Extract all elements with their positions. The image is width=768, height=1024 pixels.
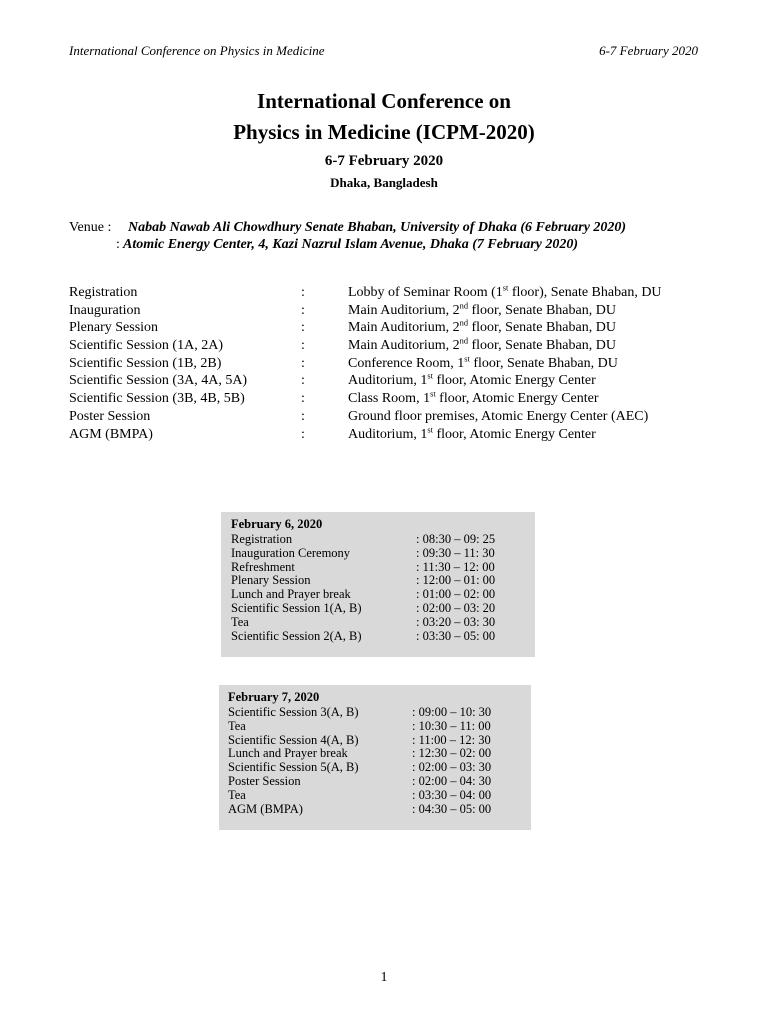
location-place [348, 372, 596, 390]
location-separator: : [301, 320, 305, 336]
location-place [348, 355, 618, 373]
location-separator: : [301, 391, 305, 407]
venue-line-2-colon: : [116, 237, 120, 252]
schedule-event-name: Scientific Session 1(A, B) [231, 600, 362, 615]
location-place [348, 390, 599, 408]
schedule-event-name: Refreshment [231, 559, 295, 574]
schedule-row [228, 706, 518, 720]
location-place [348, 408, 648, 426]
schedule-day1-title: February 6, 2020 [231, 517, 323, 531]
location-session-name: Inauguration [69, 302, 141, 318]
schedule-row [231, 616, 521, 630]
schedule-row [228, 747, 518, 761]
floor-ordinal-suffix: st [427, 371, 433, 381]
location-place-text: Auditorium, 1 [348, 373, 428, 389]
location-row [69, 355, 709, 373]
location-place-text: Auditorium, 1 [348, 426, 428, 442]
location-session-name: Scientific Session (1B, 2B) [69, 355, 222, 371]
schedule-event-time: : 02:00 – 03: 30 [412, 760, 492, 775]
schedule-event-name: Poster Session [228, 773, 301, 788]
schedule-row [228, 789, 518, 803]
location-separator: : [301, 302, 305, 318]
location-place [348, 337, 616, 355]
location-place-text: Main Auditorium, 2 [348, 338, 460, 354]
schedule-event-name: Scientific Session 5(A, B) [228, 760, 359, 775]
location-row [69, 372, 709, 390]
schedule-row [231, 630, 521, 644]
schedule-event-name: Tea [231, 614, 249, 629]
location-place-text: Ground floor premises, Atomic Energy Center (AEC) [348, 408, 649, 424]
location-place-text: Main Auditorium, 2 [348, 320, 460, 336]
schedule-row [231, 602, 521, 616]
schedule-event-name: Tea [228, 718, 246, 733]
location-separator: : [301, 285, 305, 300]
schedule-row [228, 761, 518, 775]
running-header-date: 6-7 February 2020 [599, 43, 698, 58]
schedule-event-name: Scientific Session 2(A, B) [231, 628, 362, 643]
schedule-event-time: : 04:30 – 05: 00 [412, 801, 492, 816]
location-row [69, 284, 709, 302]
location-place [348, 319, 616, 337]
schedule-event-time: : 09:00 – 10: 30 [412, 705, 492, 719]
location-place-text: Lobby of Seminar Room (1 [348, 285, 503, 300]
schedule-row [231, 561, 521, 575]
location-separator: : [301, 355, 305, 371]
venue-line-2: Atomic Energy Center, 4, Kazi Nazrul Islam Avenue, Dhaka (7 February 2020) [123, 237, 579, 252]
location-session-name: Scientific Session (1A, 2A) [69, 338, 223, 354]
schedule-box-day1 [221, 512, 535, 657]
schedule-event-name: Lunch and Prayer break [231, 587, 351, 602]
schedule-event-time: : 09:30 – 11: 30 [416, 545, 495, 560]
schedule-day2-title: February 7, 2020 [228, 690, 320, 704]
schedule-row [228, 803, 518, 817]
location-row [69, 426, 709, 444]
schedule-event-time: : 11:00 – 12: 30 [412, 732, 491, 747]
running-header-title: International Conference on Physics in Medicine [69, 43, 325, 58]
floor-ordinal-suffix: nd [459, 318, 468, 328]
location-place-text-rest: floor, Senate Bhaban, DU [468, 302, 616, 318]
location-place-text-rest: floor, Atomic Energy Center [432, 373, 596, 389]
conference-place: Dhaka, Bangladesh [330, 175, 438, 190]
location-session-name: Poster Session [69, 408, 151, 424]
session-location-list [69, 284, 709, 443]
schedule-event-time: : 03:30 – 04: 00 [412, 787, 492, 802]
document-title-line2: Physics in Medicine (ICPM-2020) [233, 120, 535, 144]
schedule-row [231, 547, 521, 561]
floor-ordinal-suffix: st [502, 283, 509, 293]
schedule-row [231, 588, 521, 602]
location-session-name: Registration [69, 285, 138, 300]
location-place-text: Main Auditorium, 2 [348, 302, 460, 318]
schedule-event-time: : 12:30 – 02: 00 [412, 746, 492, 761]
schedule-event-name: AGM (BMPA) [228, 801, 303, 816]
schedule-row [231, 574, 521, 588]
location-session-name: Scientific Session (3B, 4B, 5B) [69, 391, 245, 407]
location-session-name: Plenary Session [69, 320, 159, 336]
venue-line-1: Nabab Nawab Ali Chowdhury Senate Bhaban, University of Dhaka (6 February 2020) [128, 220, 627, 235]
schedule-day2-rows [228, 706, 518, 816]
schedule-event-name: Scientific Session 3(A, B) [228, 705, 359, 719]
location-row [69, 408, 709, 426]
location-place-text-rest: floor, Senate Bhaban, DU [468, 338, 616, 354]
conference-dates: 6-7 February 2020 [324, 153, 444, 169]
location-row [69, 319, 709, 337]
floor-ordinal-suffix: nd [459, 336, 468, 346]
page-number: 1 [380, 970, 388, 985]
floor-ordinal-suffix: st [427, 424, 433, 434]
location-session-name: AGM (BMPA) [69, 426, 153, 442]
location-place-text-rest: floor), Senate Bhaban, DU [508, 285, 662, 300]
location-separator: : [301, 338, 305, 354]
schedule-event-name: Registration [231, 532, 293, 546]
schedule-row [231, 533, 521, 547]
schedule-event-name: Tea [228, 787, 246, 802]
location-separator: : [301, 408, 305, 424]
floor-ordinal-suffix: nd [459, 301, 468, 311]
schedule-event-time: : 10:30 – 11: 00 [412, 718, 491, 733]
schedule-event-name: Lunch and Prayer break [228, 746, 348, 761]
schedule-event-time: : 03:20 – 03: 30 [416, 614, 496, 629]
schedule-event-name: Plenary Session [231, 573, 311, 588]
location-place-text-rest: floor, Atomic Energy Center [432, 426, 596, 442]
schedule-event-time: : 03:30 – 05: 00 [416, 628, 496, 643]
document-title-line1: International Conference on [257, 89, 511, 113]
location-row [69, 337, 709, 355]
schedule-row [228, 734, 518, 748]
schedule-event-name: Scientific Session 4(A, B) [228, 732, 359, 747]
schedule-row [228, 720, 518, 734]
location-session-name: Scientific Session (3A, 4A, 5A) [69, 373, 248, 389]
floor-ordinal-suffix: st [464, 354, 470, 364]
location-separator: : [301, 373, 305, 389]
location-place [348, 284, 662, 302]
schedule-row [228, 775, 518, 789]
location-place-text-rest: floor, Senate Bhaban, DU [469, 355, 618, 371]
floor-ordinal-suffix: st [430, 389, 436, 399]
location-place [348, 302, 616, 320]
location-row [69, 390, 709, 408]
schedule-event-name: Inauguration Ceremony [231, 545, 351, 560]
schedule-event-time: : 01:00 – 02: 00 [416, 587, 496, 602]
location-place-text: Conference Room, 1 [348, 355, 465, 371]
schedule-box-day2 [219, 685, 531, 830]
location-place-text-rest: floor, Senate Bhaban, DU [468, 320, 616, 336]
location-row [69, 302, 709, 320]
schedule-event-time: : 12:00 – 01: 00 [416, 573, 496, 588]
location-place-text: Class Room, 1 [348, 391, 431, 407]
schedule-event-time: : 11:30 – 12: 00 [416, 559, 495, 574]
location-separator: : [301, 426, 305, 442]
schedule-event-time: : 08:30 – 09: 25 [416, 532, 496, 546]
schedule-event-time: : 02:00 – 04: 30 [412, 773, 492, 788]
location-place-text-rest: floor, Atomic Energy Center [435, 391, 599, 407]
schedule-event-time: : 02:00 – 03: 20 [416, 600, 496, 615]
schedule-day1-rows [231, 533, 521, 643]
venue-label: Venue : [69, 220, 112, 235]
location-place [348, 426, 596, 444]
